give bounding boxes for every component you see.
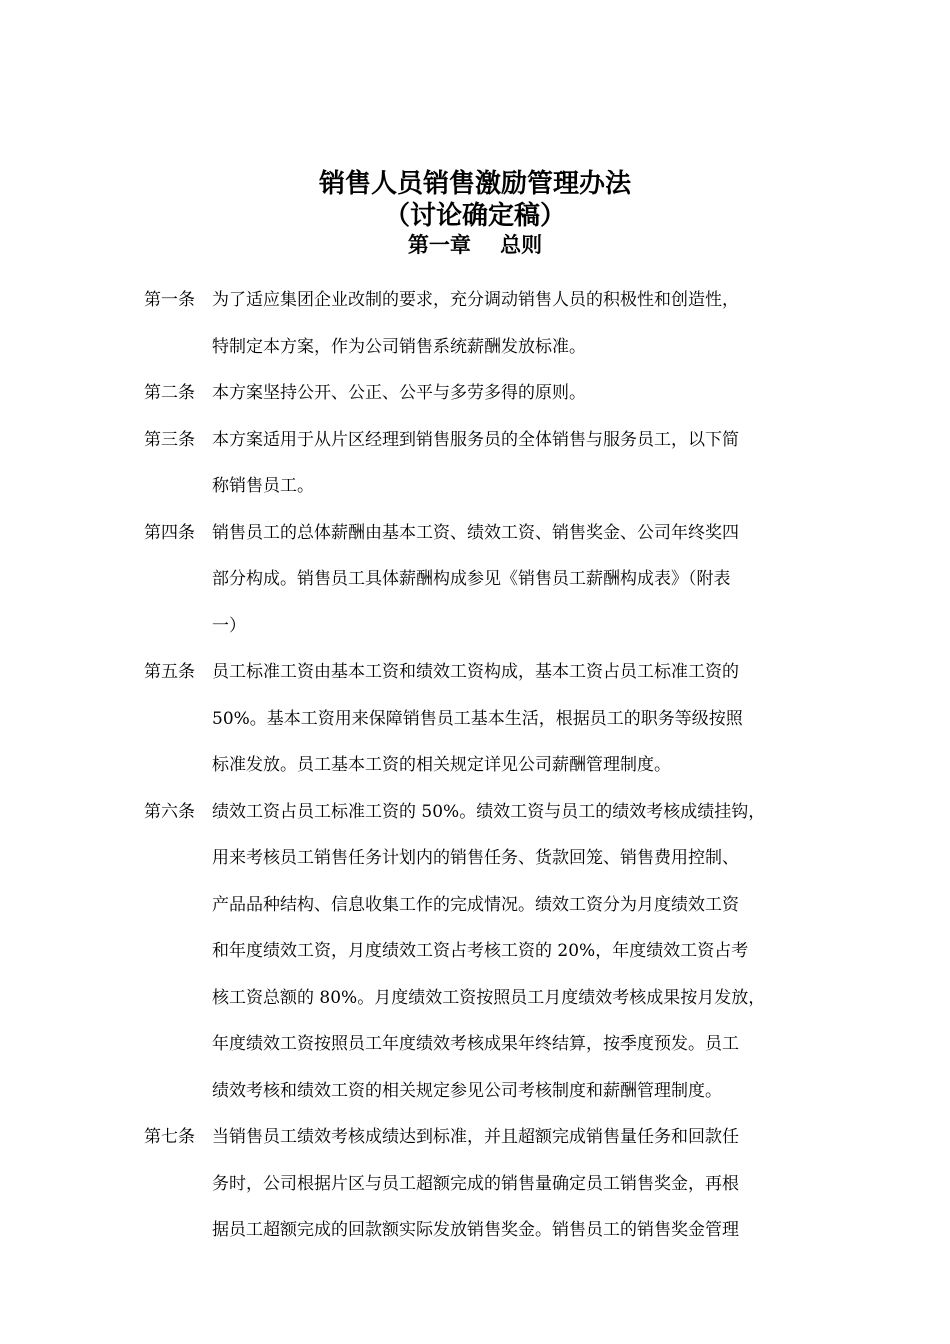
- article-number: 第四条: [144, 522, 195, 543]
- article-line: 绩效工资占员工标准工资的 50%。绩效工资与员工的绩效考核成绩挂钩，: [212, 801, 766, 822]
- article-line: 本方案坚持公开、公正、公平与多劳多得的原则。: [212, 383, 586, 403]
- article-line: 特制定本方案，作为公司销售系统薪酬发放标准。: [212, 336, 586, 357]
- article-line: 当销售员工绩效考核成绩达到标准，并且超额完成销售量任务和回款任: [212, 1127, 739, 1147]
- article-line: 50%。基本工资用来保障销售员工基本生活，根据员工的职务等级按照: [212, 708, 743, 729]
- article-number: 第五条: [144, 662, 195, 682]
- article-line: 年度绩效工资按照员工年度绩效考核成果年终结算，按季度预发。员工: [212, 1034, 739, 1054]
- article-number: 第二条: [144, 383, 195, 403]
- article-body: [212, 375, 824, 411]
- article-item: [144, 1119, 824, 1248]
- article-item: [144, 422, 824, 505]
- article-item: [144, 515, 824, 644]
- article-body: [212, 1119, 824, 1248]
- article-line: 销售员工的总体薪酬由基本工资、绩效工资、销售奖金、公司年终奖四: [212, 522, 739, 543]
- article-line: 产品品种结构、信息收集工作的完成情况。绩效工资分为月度绩效工资: [212, 894, 739, 915]
- article-line: 称销售员工。: [212, 476, 314, 496]
- title-block: [0, 167, 950, 259]
- article-line: 和年度绩效工资，月度绩效工资占考核工资的 20%，年度绩效工资占考: [212, 941, 749, 961]
- article-item: [144, 282, 824, 365]
- article-list: [144, 282, 824, 1248]
- article-body: [212, 422, 824, 505]
- article-number: 第三条: [144, 429, 195, 450]
- article-body: [212, 282, 824, 365]
- document-subtitle: （讨论确定稿）: [383, 201, 566, 231]
- article-line: 绩效考核和绩效工资的相关规定参见公司考核制度和薪酬管理制度。: [212, 1080, 722, 1101]
- article-line: 据员工超额完成的回款额实际发放销售奖金。销售员工的销售奖金管理: [212, 1220, 739, 1240]
- article-line: 核工资总额的 80%。月度绩效工资按照员工月度绩效考核成果按月发放，: [212, 987, 766, 1008]
- article-line: 本方案适用于从片区经理到销售服务员的全体销售与服务员工，以下简: [212, 429, 739, 450]
- article-line: 标准发放。员工基本工资的相关规定详见公司薪酬管理制度。: [212, 755, 671, 775]
- article-line: 为了适应集团企业改制的要求，充分调动销售人员的积极性和创造性，: [212, 290, 739, 310]
- article-item: [144, 654, 824, 783]
- chapter-heading: 第一章 总则: [407, 232, 543, 257]
- article-line: 员工标准工资由基本工资和绩效工资构成，基本工资占员工标准工资的: [212, 662, 739, 682]
- article-number: 第一条: [144, 290, 195, 310]
- article-body: [212, 654, 824, 783]
- document-title: 销售人员销售激励管理办法: [318, 169, 631, 199]
- article-line: 一）: [212, 615, 246, 636]
- article-number: 第七条: [144, 1127, 195, 1147]
- article-item: [144, 375, 824, 411]
- article-number: 第六条: [144, 801, 195, 822]
- article-line: 用来考核员工销售任务计划内的销售任务、货款回笼、销售费用控制、: [212, 848, 739, 868]
- article-body: [212, 794, 824, 1109]
- article-item: [144, 794, 824, 1109]
- article-line: 务时，公司根据片区与员工超额完成的销售量确定员工销售奖金，再根: [212, 1173, 739, 1194]
- article-line: 部分构成。销售员工具体薪酬构成参见《销售员工薪酬构成表》（附表: [212, 569, 731, 589]
- article-body: [212, 515, 824, 644]
